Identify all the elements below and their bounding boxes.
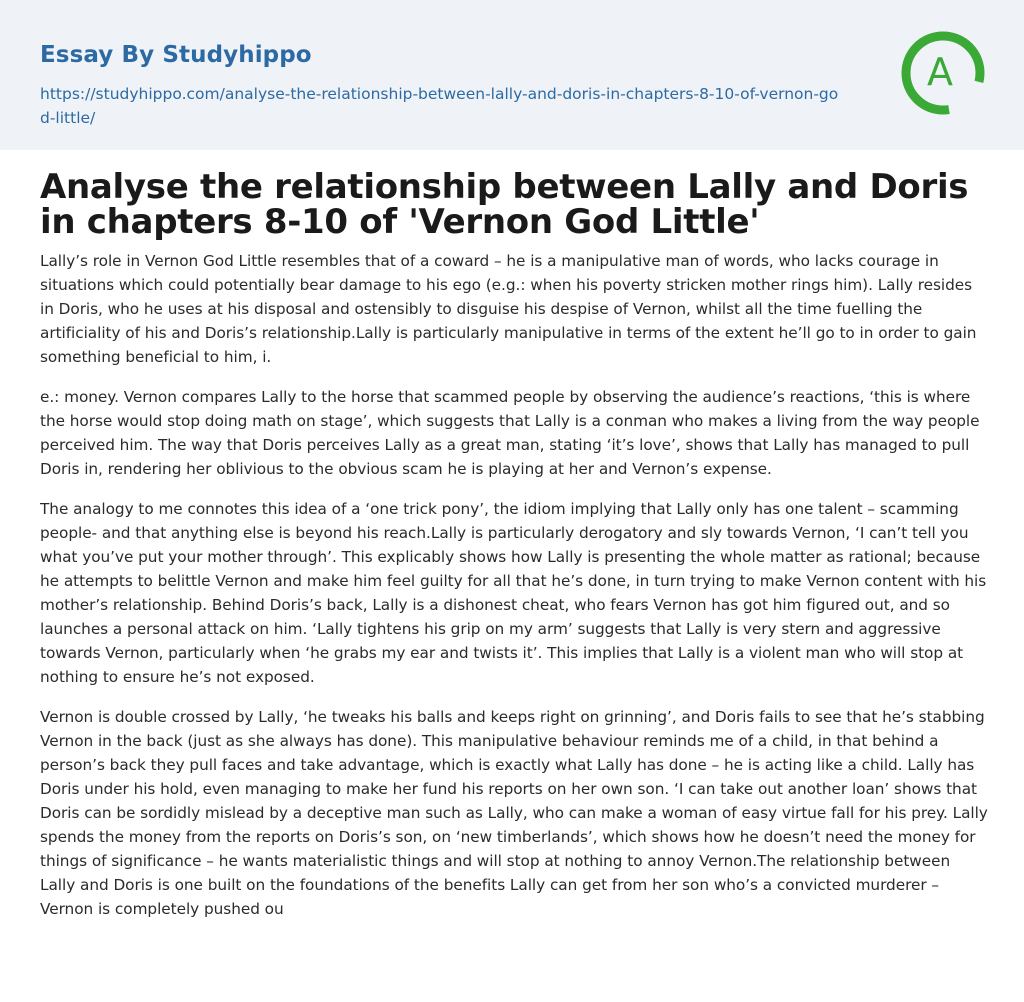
- essay-paragraph: e.: money. Vernon compares Lally to the horse that scammed people by observing the audience’s reactions, ‘this is where the horse would stop doing math on stage’, which suggests that Lally is a conman who makes a living from the way people perceived him. The way that Doris perceives Lally as a great man, stating ‘it’s love’, shows that Lally has managed to pull Doris in, rendering her oblivious to the obvious scam he is playing at her and Vernon’s expense.: [40, 388, 980, 478]
- essay-body: [40, 249, 990, 937]
- essay-paragraph: Vernon is double crossed by Lally, ‘he tweaks his balls and keeps right on grinning’, and Doris fails to see that he’s stabbing Vernon in the back (just as she always has done). This manipulative behaviour reminds me of a child, in that behind a person’s back they pull faces and take advantage, which is exactly what Lally has done – he is acting like a child. Lally has Doris under his hold, even managing to make her fund his reports on her own son. ‘I can take out another loan’ shows that Doris can be sordidly mislead by a deceptive man such as Lally, who can make a woman of easy virtue fall for his prey. Lally spends the money from the reports on Doris’s son, on ‘new timberlands’, which shows how he doesn’t need the money for things of significance – he wants materialistic things and will stop at nothing to annoy Vernon.The relationship between Lally and Doris is one built on the foundations of the benefits Lally can get from her son who’s a convicted murderer – Vernon is completely pushed ou: [40, 708, 988, 918]
- essay-url-link[interactable]: https://studyhippo.com/analyse-the-relationship-between-lally-and-doris-in-chapters-8-10-of-vernon-god-little/: [40, 85, 839, 127]
- site-header: [0, 0, 1024, 150]
- essay-paragraph: The analogy to me connotes this idea of a ‘one trick pony’, the idiom implying that Lally only has one talent – scamming people- and that anything else is beyond his reach.Lally is particularly derogatory and sly towards Vernon, ‘I can’t tell you what you’ve put your mother through’. This explicably shows how Lally is presenting the whole matter as rational; because he attempts to belittle Vernon and make him feel guilty for all that he’s done, in turn trying to make Vernon content with his mother’s relationship. Behind Doris’s back, Lally is a dishonest cheat, who fears Vernon has got him figured out, and so launches a personal attack on him. ‘Lally tightens his grip on my arm’ suggests that Lally is very stern and aggressive towards Vernon, particularly when ‘he grabs my ear and twists it’. This implies that Lally is a violent man who will stop at nothing to ensure he’s not exposed.: [40, 500, 987, 686]
- essay-title: Analyse the relationship between Lally and Doris in chapters 8-10 of 'Vernon God Little': [40, 167, 969, 242]
- site-brand[interactable]: Essay By Studyhippo: [40, 42, 312, 68]
- essay-paragraph: Lally’s role in Vernon God Little resembles that of a coward – he is a manipulative man of words, who lacks courage in situations which could potentially bear damage to his ego (e.g.: when his poverty stricken mother rings him). Lally resides in Doris, who he uses at his disposal and ostensibly to disguise his despise of Vernon, whilst all the time fuelling the artificiality of his and Doris’s relationship.Lally is particularly manipulative in terms of the extent he’ll go to in order to gain something beneficial to him, i.: [40, 252, 977, 366]
- logo-letter: A: [927, 50, 953, 94]
- studyhippo-logo-icon[interactable]: [898, 28, 988, 118]
